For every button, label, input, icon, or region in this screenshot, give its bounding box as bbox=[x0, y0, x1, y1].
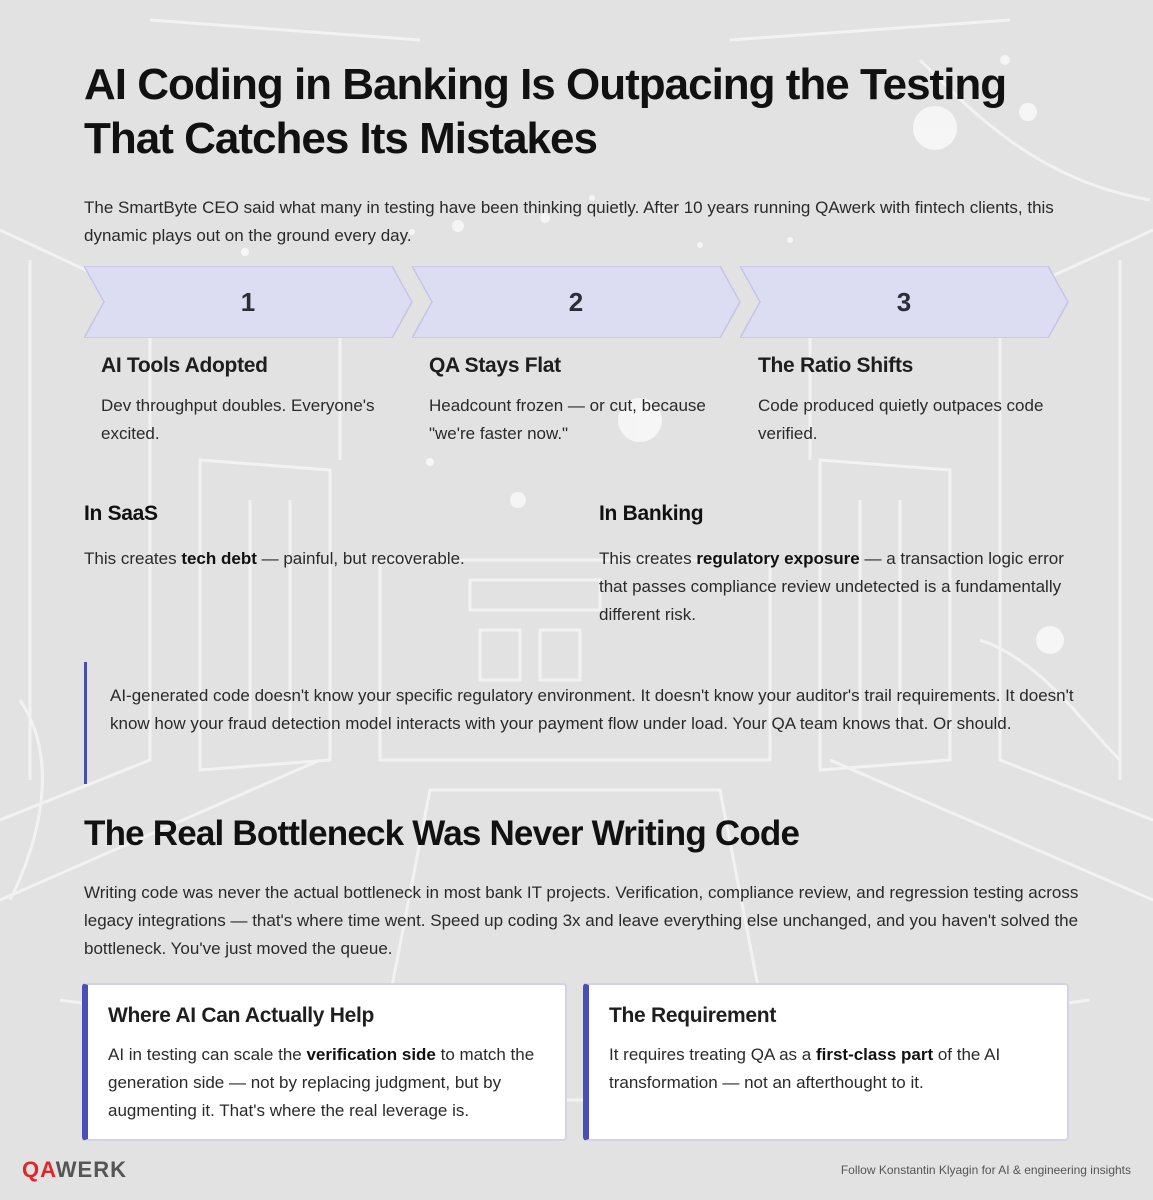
section-heading: The Real Bottleneck Was Never Writing Code bbox=[84, 814, 800, 853]
process-steps bbox=[84, 266, 1074, 338]
saas-emphasis: tech debt bbox=[181, 549, 257, 568]
page-title bbox=[84, 58, 1084, 166]
step-3-title: The Ratio Shifts bbox=[758, 354, 914, 377]
card-title: Where AI Can Actually Help bbox=[108, 1004, 375, 1027]
step-3-number: 3 bbox=[896, 287, 912, 317]
card-body: AI in testing can scale the verification side to match the generation side — not by replacing judgment, but by augmenting it. That's where the real leverage is. bbox=[108, 1045, 535, 1120]
page-title-line2: That Catches Its Mistakes bbox=[84, 114, 597, 163]
card-requirement bbox=[583, 983, 1069, 1141]
step-1-description: Dev throughput doubles. Everyone's excited. bbox=[101, 396, 375, 443]
card-where-ai-helps bbox=[82, 983, 567, 1141]
card-emphasis: first-class part bbox=[815, 1045, 934, 1064]
card-emphasis: verification side bbox=[306, 1045, 436, 1064]
intro-text: The SmartByte CEO said what many in testing have been thinking quietly. After 10 years running QAwerk with fintech clients, this dynamic plays out on the ground every day. bbox=[84, 198, 1054, 245]
banking-heading: In Banking bbox=[599, 502, 704, 525]
quote-accent-bar bbox=[84, 662, 87, 784]
card-body: It requires treating QA as a first-class part of the AI transformation — not an afterthought to it. bbox=[609, 1045, 1001, 1092]
step-2-title: QA Stays Flat bbox=[429, 354, 561, 377]
pull-quote: AI-generated code doesn't know your specific regulatory environment. It doesn't know your auditor's trail requirements. It doesn't know how your fraud detection model interacts with your payment flow under load. Your QA team knows that. Or should. bbox=[110, 686, 1074, 733]
card-title: The Requirement bbox=[609, 1004, 777, 1027]
footer-attribution: Follow Konstantin Klyagin for AI & engineering insights bbox=[840, 1163, 1131, 1177]
saas-heading: In SaaS bbox=[84, 502, 158, 525]
section-paragraph: Writing code was never the actual bottleneck in most bank IT projects. Verification, compliance review, and regression testing across legacy integrations — that's where time went. Speed up coding 3x and leave everything else unchanged, and you haven't solved the bottleneck. You've just moved the queue. bbox=[84, 883, 1079, 958]
saas-text: This creates tech debt — painful, but recoverable. bbox=[84, 549, 465, 568]
step-3-description: Code produced quietly outpaces code verified. bbox=[758, 396, 1044, 443]
step-2-description: Headcount frozen — or cut, because "we're faster now." bbox=[429, 396, 706, 443]
page-title-line1: AI Coding in Banking Is Outpacing the Testing bbox=[84, 60, 1007, 109]
step-2-number: 2 bbox=[568, 287, 584, 317]
banking-text: This creates regulatory exposure — a transaction logic error that passes compliance review undetected is a fundamentally different risk. bbox=[599, 549, 1064, 624]
qawerk-logo: QAWERK bbox=[22, 1157, 128, 1182]
banking-emphasis: regulatory exposure bbox=[696, 549, 860, 568]
step-1-number: 1 bbox=[240, 287, 256, 317]
step-1-title: AI Tools Adopted bbox=[101, 354, 268, 377]
